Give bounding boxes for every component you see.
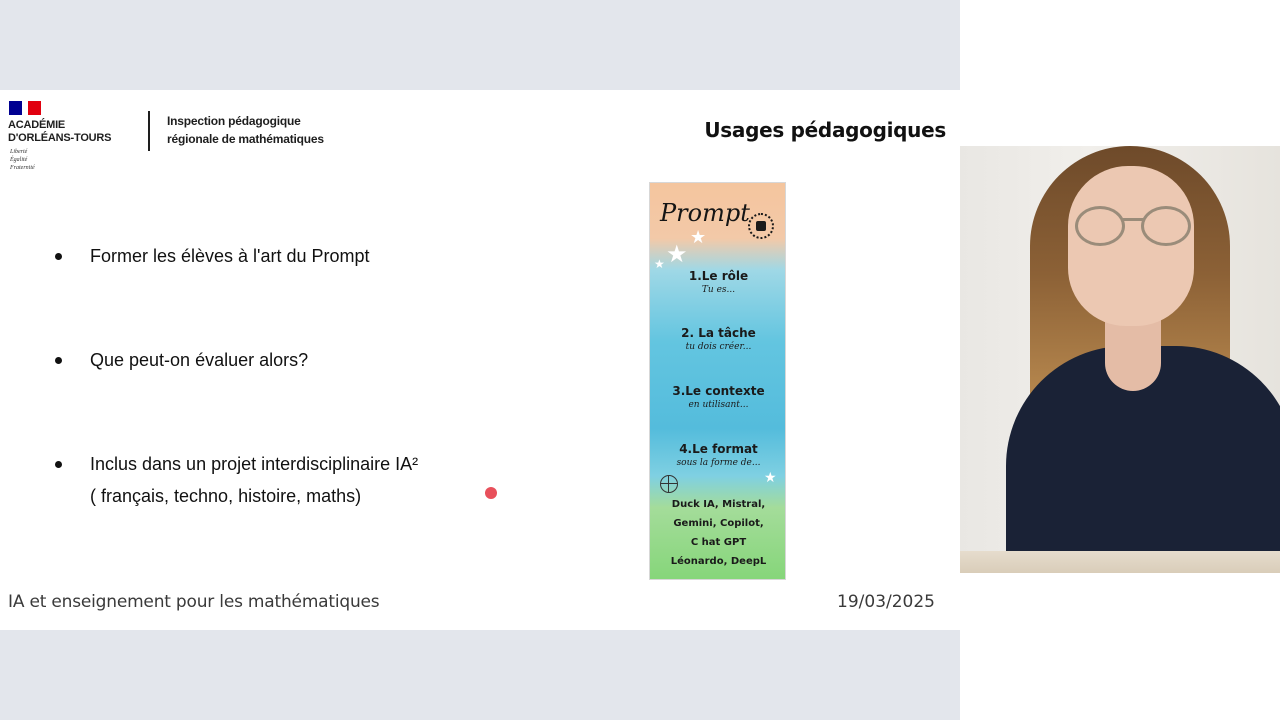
poster-step-label: 1.Le rôle [688,269,749,283]
poster-title: Prompt [660,199,750,227]
poster-step-hint: en utilisant... [688,400,749,410]
poster-step-label: 3.Le contexte [672,384,765,398]
header-divider [148,111,150,151]
inspection-name: Inspection pédagogique régionale de mathématiques [167,114,324,146]
star-icon: ★ [654,257,665,271]
poster-step [650,269,786,296]
laser-pointer [485,487,497,499]
glasses-icon [1075,206,1191,246]
poster-step [650,442,786,469]
poster-step-label: 2. La tâche [681,326,756,340]
bullet-text: Inclus dans un projet interdisciplinaire IA² ( français, techno, histoire, maths) [90,454,419,506]
poster-step [650,326,786,353]
french-flag-icon [9,101,41,115]
footer-date: 19/03/2025 [837,592,935,612]
presentation-slide [0,90,960,630]
webcam-shelf [960,551,1280,573]
republic-motto: Liberté Égalité Fraternité [10,149,35,171]
bullet-text: Former les élèves à l'art du Prompt [90,246,370,266]
poster-step-hint: tu dois créer... [685,342,752,352]
participant-webcam [960,146,1280,573]
star-icon: ★ [690,227,707,248]
poster-step-hint: Tu es... [701,285,736,295]
globe-icon [660,475,678,493]
bullet-dot [55,253,62,260]
star-icon: ★ [764,470,777,486]
academie-logo [8,100,138,180]
academie-name: ACADÉMIE D'ORLÉANS-TOURS [8,119,112,144]
star-icon: ★ [666,240,688,268]
bullet-dot [55,461,62,468]
poster-step-label: 4.Le format [679,442,758,456]
slide-title: Usages pédagogiques [704,118,946,142]
poster-step [650,384,786,411]
footer-title: IA et enseignement pour les mathématiques [8,592,380,612]
poster-step-hint: sous la forme de... [676,458,761,468]
poster-tools-list: Duck IA, Mistral, Gemini, Copilot, C hat GPT Léonardo, DeepL [670,499,767,567]
webcam-person-face [1068,166,1194,326]
ai-chip-icon [748,213,774,239]
prompt-poster [649,182,786,580]
bullet-dot [55,357,62,364]
bullet-text: Que peut-on évaluer alors? [90,350,309,370]
